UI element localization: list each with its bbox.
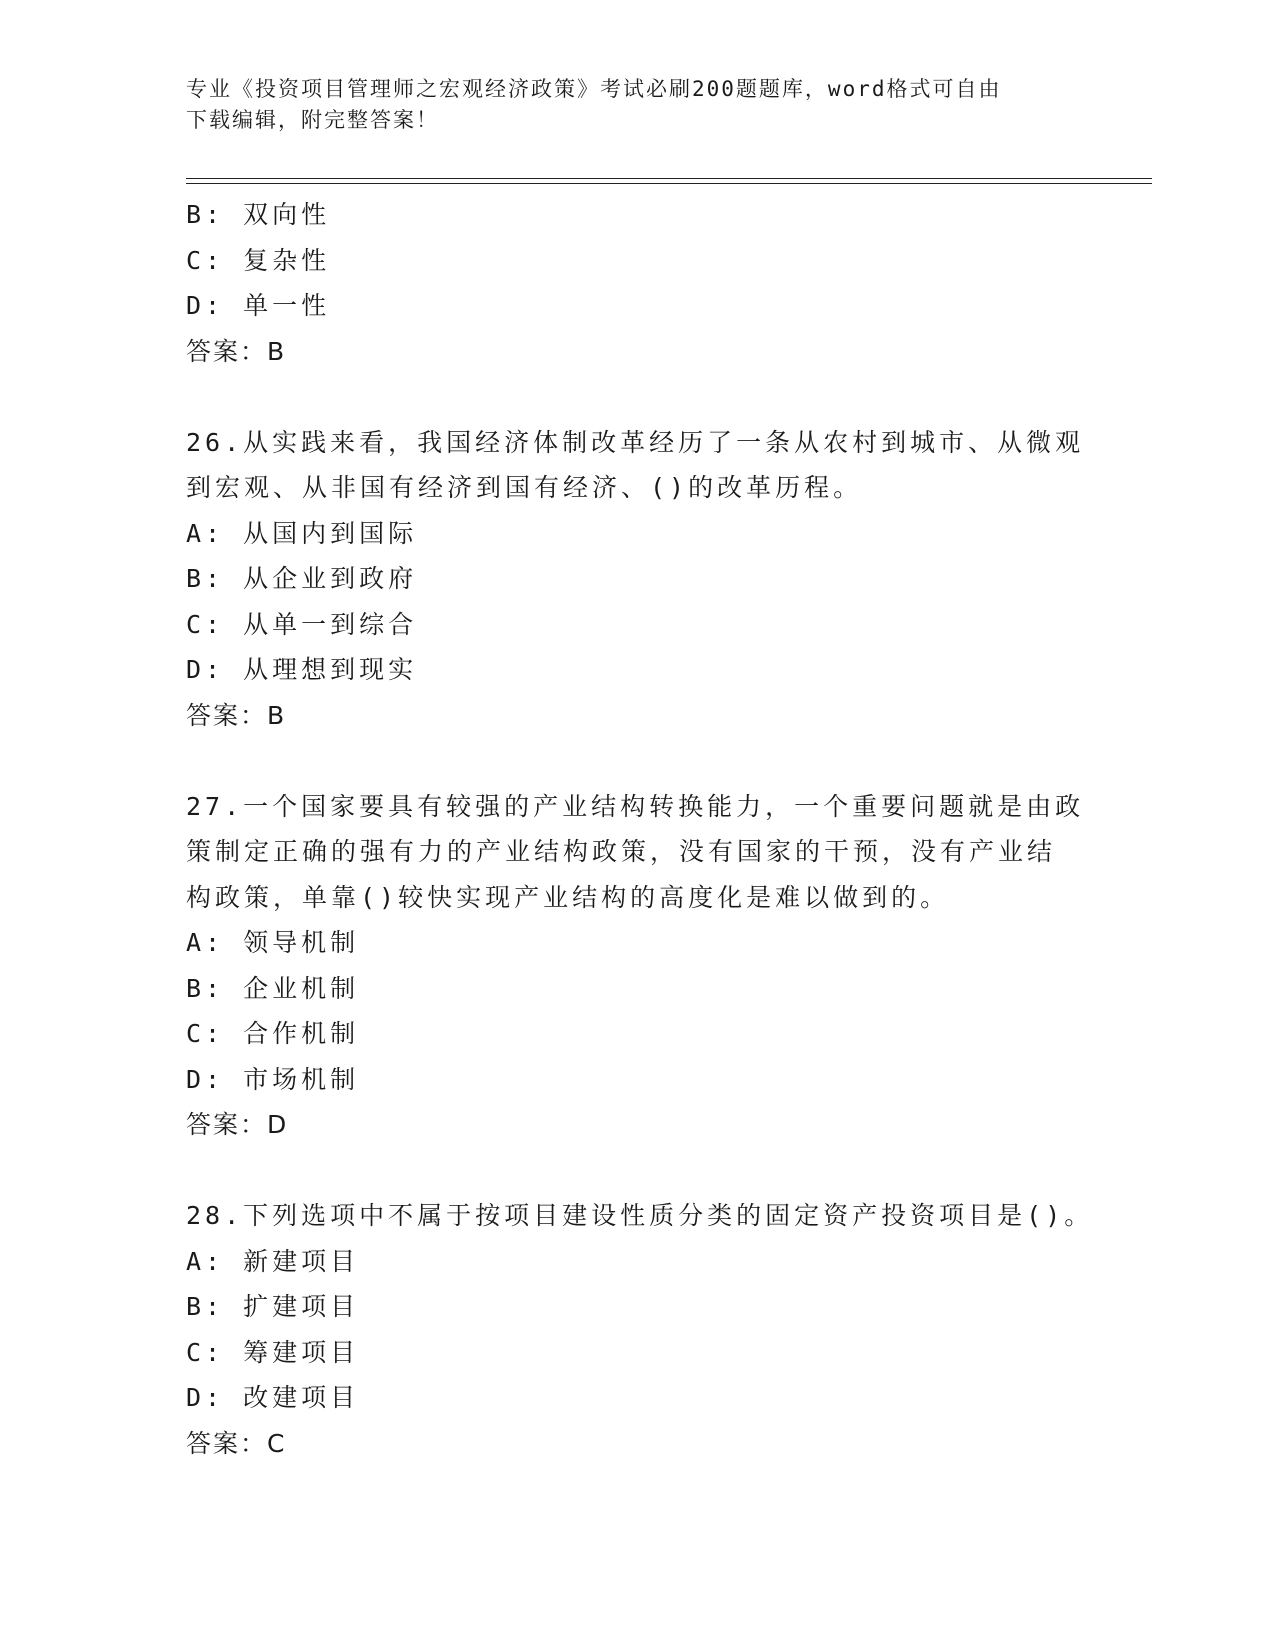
option-c: C: 从单一到综合 [186,609,418,639]
spacer [186,374,1106,420]
header-rule-bottom [186,183,1152,184]
question-block-28 [186,1193,1106,1466]
option-d: D: 改建项目 [186,1383,360,1412]
option-a: A: 从国内到国际 [186,518,418,548]
question-block-prev [186,192,1106,374]
option-b: B: 扩建项目 [186,1292,360,1321]
option-d: D: 单一性 [186,291,331,320]
answer-line: 答案：B [186,700,287,730]
spacer [186,738,1106,784]
option-b: B: 从企业到政府 [186,564,418,593]
question-text-line: 26.从实践来看，我国经济体制改革经历了一条从农村到城市、从微观 [186,427,1085,457]
question-content [186,192,1106,1466]
option-c: C: 合作机制 [186,1019,360,1048]
question-text-line: 27.一个国家要具有较强的产业结构转换能力，一个重要问题就是由政 [186,791,1085,821]
spacer [186,1148,1106,1194]
question-text-line: 28.下列选项中不属于按项目建设性质分类的固定资产投资项目是()。 [186,1201,1094,1230]
header-line-1: 专业《投资项目管理师之宏观经济政策》考试必刷200题题库，word格式可自由 [186,77,1002,101]
question-text-line: 到宏观、从非国有经济到国有经济、()的改革历程。 [186,473,863,502]
option-d: D: 市场机制 [186,1064,360,1094]
question-block-26 [186,420,1106,739]
option-a: A: 新建项目 [186,1246,360,1276]
option-c: C: 复杂性 [186,245,331,275]
answer-line: 答案：B [186,336,287,366]
option-b: B: 双向性 [186,200,331,229]
option-d: D: 从理想到现实 [186,655,418,684]
header-rule-top [186,178,1152,179]
option-b: B: 企业机制 [186,973,360,1003]
question-block-27 [186,784,1106,1148]
question-text-line: 策制定正确的强有力的产业结构政策，没有国家的干预，没有产业结 [186,837,1057,866]
answer-line: 答案：C [186,1428,287,1458]
question-text-line: 构政策，单靠()较快实现产业结构的高度化是难以做到的。 [186,882,950,912]
header-line-2: 下载编辑，附完整答案！ [186,108,439,132]
option-c: C: 筹建项目 [186,1337,360,1367]
document-header [186,74,1066,136]
answer-line: 答案：D [186,1110,289,1139]
option-a: A: 领导机制 [186,928,360,957]
